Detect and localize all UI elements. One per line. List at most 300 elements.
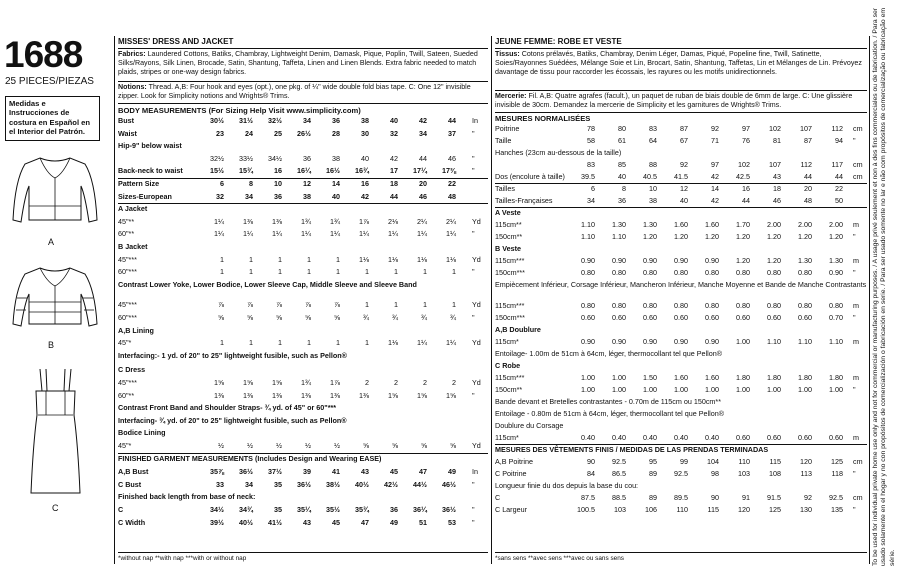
cell-value: 1¼	[359, 229, 369, 239]
cell-value: 0.60	[736, 433, 750, 442]
table-row	[118, 255, 488, 264]
table-row	[495, 445, 867, 454]
cell-value: ½	[218, 441, 224, 450]
cell-value: 35¾	[355, 505, 369, 514]
cell-value: 40	[332, 191, 340, 201]
cell-value: 1⅝	[446, 390, 456, 400]
mercerie-text-fr: Mercerie: Fil. A,B: Quatre agrafes (facult.), un paquet de ruban de biais double de 6mm de large. C: Une glissière invisible de 30cm. Demandez la mercerie de Simplicity et les garnitures de Wrights® Trims.	[495, 92, 853, 110]
view-a-jacket-sketch	[5, 150, 105, 240]
row-label: Waist	[118, 128, 137, 138]
cell-value: 15¾	[239, 166, 253, 176]
unit-label: Yd	[472, 378, 481, 387]
row-label: Entoilage - 0.80m de 51cm à 64cm, léger, thermocollant tel que Pellon®	[495, 409, 725, 418]
cell-value: 1.30	[829, 256, 843, 265]
cell-value: 1.20	[643, 232, 657, 241]
row-label: B Jacket	[118, 242, 148, 251]
cell-value: 99	[680, 457, 688, 466]
pieces-count: 25 PIECES/PIEZAS	[5, 76, 94, 87]
cell-value: 107	[769, 160, 781, 169]
cell-value: 1¼	[446, 229, 456, 239]
cell-value: 1.10	[581, 220, 595, 229]
cell-value: 0.80	[736, 301, 750, 310]
unit-label: "	[853, 136, 856, 145]
cell-value: 40	[390, 116, 398, 125]
table-row	[495, 349, 867, 358]
cell-value: 102	[769, 124, 781, 133]
table-row	[495, 433, 867, 442]
cell-value: 94	[835, 136, 843, 145]
unit-label: "	[853, 469, 856, 478]
cell-value: 1.60	[674, 373, 688, 382]
unit-label: Yd	[472, 300, 481, 310]
row-label: C Robe	[495, 361, 521, 370]
cell-value: 16	[742, 184, 750, 193]
cell-value: 8	[622, 184, 626, 193]
cell-value: ⅝	[276, 313, 282, 322]
title-french: JEUNE FEMME: ROBE ET VESTE	[495, 37, 622, 46]
cell-value: ⅝	[305, 313, 311, 322]
cell-value: 89	[649, 493, 657, 502]
table-row	[118, 300, 488, 309]
row-label: 115cm*	[495, 337, 519, 346]
table-row	[118, 480, 488, 489]
cell-value: 1⅛	[388, 254, 398, 264]
table-row	[495, 457, 867, 466]
cell-value: 38	[649, 196, 657, 205]
cell-value: 1.20	[829, 232, 843, 241]
cell-value: 0.60	[705, 313, 719, 322]
table-row	[118, 204, 488, 213]
row-label: C	[495, 493, 501, 502]
cell-value: 36	[618, 196, 626, 205]
view-b-jacket-sketch	[5, 262, 105, 342]
cell-value: 34	[245, 479, 253, 489]
cell-value: 2	[394, 378, 398, 387]
cell-value: 81	[773, 136, 781, 145]
unit-label: cm	[853, 493, 863, 502]
cell-value: 33½	[239, 153, 253, 163]
cell-value: 44	[390, 191, 398, 201]
cell-value: 85	[618, 160, 626, 169]
table-row	[118, 428, 488, 437]
cell-value: 0.60	[612, 313, 626, 322]
cell-value: 1¼	[417, 338, 427, 348]
cell-value: 46	[773, 196, 781, 205]
row-label: 115cm***	[495, 256, 525, 265]
cell-value: 16	[274, 166, 282, 176]
cell-value: 1.00	[612, 385, 626, 394]
unit-label: In	[472, 467, 478, 477]
unit-label: "	[472, 267, 475, 277]
cell-value: 0.40	[705, 433, 719, 442]
table-row	[118, 166, 488, 175]
cell-value: 1.10	[798, 337, 812, 346]
cell-value: 32½	[210, 153, 224, 163]
cell-value: 0.70	[829, 313, 843, 322]
cell-value: 91.5	[767, 493, 781, 502]
cell-value: 1.10	[612, 232, 626, 241]
unit-label: m	[853, 220, 859, 229]
cell-value: 2.00	[798, 220, 812, 229]
cell-value: 36	[303, 153, 311, 163]
cell-value: 2	[452, 378, 456, 387]
cell-value: 115	[707, 505, 719, 514]
cell-value: 39.5	[581, 172, 595, 181]
row-label: Finished back length from base of neck:	[118, 492, 256, 502]
cell-value: 43	[773, 172, 781, 181]
cell-value: 0.60	[798, 313, 812, 322]
cell-value: 32½	[268, 116, 282, 125]
cell-value: 1¼	[243, 229, 253, 239]
cell-value: ¾	[392, 313, 398, 322]
english-column	[118, 36, 488, 564]
cell-value: ⅝	[363, 441, 369, 450]
cell-value: 1⅝	[388, 390, 398, 400]
row-label: 115cm***	[495, 373, 525, 382]
cell-value: 35½	[326, 505, 340, 514]
cell-value: 0.40	[643, 433, 657, 442]
cell-value: 0.80	[612, 301, 626, 310]
unit-label: "	[472, 128, 475, 138]
unit-label: "	[472, 479, 475, 489]
cell-value: 1.00	[798, 385, 812, 394]
row-label: Sizes-European	[118, 191, 172, 201]
table-row	[495, 160, 867, 169]
footnote-fr: *sans sens **avec sens ***avec ou sans sens	[495, 555, 624, 562]
cell-value: 2	[423, 378, 427, 387]
cell-value: 1.00	[767, 385, 781, 394]
table-row	[495, 172, 867, 181]
table-row	[118, 129, 488, 138]
table-row	[118, 179, 488, 188]
row-label: 60"***	[118, 313, 137, 322]
row-label: Contrast Front Band and Shoulder Straps- ¾ yd. of 45" or 60"***	[118, 403, 337, 413]
cell-value: 0.60	[798, 433, 812, 442]
cell-value: 0.90	[581, 256, 595, 265]
cell-value: 46	[448, 153, 456, 163]
cell-value: 89.5	[674, 493, 688, 502]
cell-value: 25	[274, 128, 282, 138]
row-label: 150cm**	[495, 385, 523, 394]
cell-value: 26½	[297, 128, 311, 138]
table-row	[118, 351, 488, 360]
cell-value: 0.60	[767, 313, 781, 322]
cell-value: 38½	[326, 479, 340, 489]
cell-value: ⅝	[218, 313, 224, 322]
cell-value: 0.90	[705, 256, 719, 265]
cell-value: 34½	[210, 505, 224, 514]
cell-value: 1.20	[767, 256, 781, 265]
cell-value: ¾	[363, 313, 369, 322]
cell-value: 0.80	[581, 301, 595, 310]
cell-value: 87	[804, 136, 812, 145]
unit-label: m	[853, 373, 859, 382]
cell-value: 1.00	[829, 385, 843, 394]
cell-value: 1¾	[301, 216, 311, 226]
cell-value: 8	[249, 179, 253, 188]
cell-value: 10	[649, 184, 657, 193]
cell-value: 1.10	[829, 337, 843, 346]
cell-value: 1⅛	[446, 254, 456, 264]
cell-value: 1.60	[705, 220, 719, 229]
divider-right	[869, 36, 870, 564]
cell-value: 1⅜	[359, 390, 369, 400]
row-label: 45"*	[118, 441, 132, 450]
divider-left	[114, 36, 115, 564]
cell-value: 103	[614, 505, 626, 514]
cell-value: ¾	[421, 313, 427, 322]
cell-value: 32	[216, 191, 224, 201]
cell-value: 1	[423, 300, 427, 310]
cell-value: 98	[711, 469, 719, 478]
cell-value: 49	[448, 467, 456, 477]
table-row	[495, 220, 867, 229]
table-row	[118, 192, 488, 201]
unit-label: "	[472, 505, 475, 514]
cell-value: 125	[831, 457, 843, 466]
cell-value: 32	[390, 128, 398, 138]
cell-value: 40	[680, 196, 688, 205]
cell-value: 15½	[210, 166, 224, 176]
cell-value: 42	[419, 116, 427, 125]
unit-label: In	[472, 116, 478, 125]
cell-value: 1⅛	[417, 254, 427, 264]
cell-value: 1.00	[581, 385, 595, 394]
table-row	[118, 217, 488, 226]
row-label: 150cm***	[495, 313, 525, 322]
cell-value: 42½	[384, 479, 398, 489]
cell-value: 0.60	[643, 313, 657, 322]
row-label: 60"**	[118, 229, 135, 239]
cell-value: 36	[332, 116, 340, 125]
row-label: FINISHED GARMENT MEASUREMENTS (Includes Design and Wearing EASE)	[118, 453, 382, 463]
cell-value: 87.5	[581, 493, 595, 502]
row-label: C Largeur	[495, 505, 527, 514]
table-row	[118, 267, 488, 276]
table-row	[118, 116, 488, 125]
cell-value: 1	[336, 267, 340, 277]
cell-value: 0.90	[674, 337, 688, 346]
cell-value: 1⅜	[243, 216, 253, 226]
cell-value: 17¼	[413, 166, 427, 176]
cell-value: 0.90	[705, 337, 719, 346]
cell-value: 0.80	[612, 268, 626, 277]
tissus-text-fr: Tissus: Cotons prélavés, Batiks, Chambray, Denim Léger, Damas, Piqué, Popeline fine, Twill, Satinette, Soies/Rayonnes Suédées, Mélange Soie et Lin, Brocart, Satin, Shantung, Taffetas, Lin et Mélanges de Lin. Prévoyez davantage de tissu pour raccorder les écossais, les rayures ou les motifs unidirectionnels.	[495, 50, 862, 77]
table-row	[118, 416, 488, 425]
cell-value: 112	[800, 160, 812, 169]
row-label: Bust	[118, 116, 134, 125]
unit-label: Yd	[472, 441, 481, 450]
row-label: A Jacket	[118, 204, 148, 214]
table-row	[495, 232, 867, 241]
unit-label: cm	[853, 160, 863, 169]
cell-value: 64	[649, 136, 657, 145]
row-label: Tailles-Françaises	[495, 196, 553, 205]
notions-text-en: Notions: Thread. A,B: Four hook and eyes (opt.), one pkg. of ¼" wide double fold bias tape. C: One 12" invisible zipper. Look for Simplicity notions and Wrights® Trims.	[118, 83, 471, 101]
cell-value: 0.80	[798, 301, 812, 310]
cell-value: ⅞	[276, 300, 282, 310]
unit-label: "	[472, 229, 475, 239]
unit-label: Yd	[472, 254, 481, 264]
cell-value: 1	[394, 300, 398, 310]
body-measurements-heading: BODY MEASUREMENTS (For Sizing Help Visit www.simplicity.com)	[118, 106, 361, 115]
table-row	[495, 244, 867, 253]
row-label: Pattern Size	[118, 179, 160, 188]
row-label: 60"**	[118, 390, 135, 400]
cell-value: 110	[676, 505, 688, 514]
cell-value: 1	[220, 254, 224, 264]
cell-value: 16¾	[355, 166, 369, 176]
cell-value: 17	[390, 166, 398, 176]
cell-value: 1⅜	[330, 390, 340, 400]
cell-value: 1.10	[581, 232, 595, 241]
cell-value: 1.10	[767, 337, 781, 346]
cell-value: 108	[769, 469, 781, 478]
cell-value: 34	[303, 116, 311, 125]
cell-value: 1.00	[736, 385, 750, 394]
cell-value: 1.80	[767, 373, 781, 382]
table-row	[118, 154, 488, 163]
cell-value: 1	[278, 267, 282, 277]
table-row	[495, 184, 867, 193]
unit-label: "	[472, 166, 475, 176]
cell-value: 0.40	[612, 433, 626, 442]
cell-value: 0.60	[581, 313, 595, 322]
cell-value: 36¼	[413, 505, 427, 514]
cell-value: 34	[419, 128, 427, 138]
unit-label: "	[853, 232, 856, 241]
row-label: Back-neck to waist	[118, 166, 183, 176]
cell-value: 34½	[268, 153, 282, 163]
cell-value: 34¾	[239, 505, 253, 514]
cell-value: 45	[332, 517, 340, 527]
unit-label: "	[472, 390, 475, 400]
cell-value: 1	[336, 338, 340, 348]
table-row	[495, 361, 867, 370]
view-label-b: B	[48, 340, 55, 350]
cell-value: 1	[307, 338, 311, 348]
table-row	[495, 208, 867, 217]
cell-value: 92	[680, 160, 688, 169]
cell-value: 1.60	[674, 220, 688, 229]
cell-value: 38	[332, 153, 340, 163]
table-row	[495, 481, 867, 490]
cell-value: 42.5	[736, 172, 750, 181]
row-label: A,B Doublure	[495, 325, 541, 334]
cell-value: 1⅜	[272, 390, 282, 400]
cell-value: 1.80	[798, 373, 812, 382]
cell-value: 92	[711, 124, 719, 133]
cell-value: 1¼	[388, 229, 398, 239]
cell-value: 88	[649, 160, 657, 169]
cell-value: ½	[276, 441, 282, 450]
cell-value: ⅝	[450, 441, 456, 450]
cell-value: 106	[645, 505, 657, 514]
cell-value: 12	[303, 179, 311, 188]
cell-value: 1	[249, 254, 253, 264]
cell-value: 118	[831, 469, 843, 478]
cell-value: 0.90	[829, 268, 843, 277]
cell-value: 1.00	[736, 337, 750, 346]
row-label: C Width	[118, 517, 146, 527]
cell-value: 46	[419, 191, 427, 201]
cell-value: 20	[804, 184, 812, 193]
cell-value: 40½	[239, 517, 253, 527]
cell-value: 0.40	[674, 433, 688, 442]
cell-value: 58	[587, 136, 595, 145]
cell-value: 0.80	[581, 268, 595, 277]
cell-value: 104	[707, 457, 719, 466]
cell-value: 40½	[355, 479, 369, 489]
cell-value: 0.80	[674, 268, 688, 277]
cell-value: 40	[618, 172, 626, 181]
unit-label: m	[853, 301, 859, 310]
cell-value: 30½	[210, 116, 224, 125]
cell-value: 44½	[413, 479, 427, 489]
row-label: Empiècement Inférieur, Corsage Inférieur, Mancheron Inférieur, Manche Moyenne et Bande de Manche Contrastants	[495, 280, 867, 289]
cell-value: ⅝	[421, 441, 427, 450]
row-label: A,B Poitrine	[495, 457, 533, 466]
cell-value: 1	[249, 267, 253, 277]
cell-value: 0.60	[736, 313, 750, 322]
cell-value: 18	[390, 179, 398, 188]
row-label: 45"**	[118, 216, 135, 226]
cell-value: 42	[711, 172, 719, 181]
cell-value: 46½	[442, 479, 456, 489]
cell-value: 41½	[268, 517, 282, 527]
table-row	[495, 148, 867, 157]
row-label: 45"***	[118, 378, 137, 387]
cell-value: 44	[419, 153, 427, 163]
row-label: 115cm*	[495, 433, 519, 442]
cell-value: 16¼	[297, 166, 311, 176]
cell-value: 1¼	[214, 216, 224, 226]
cell-value: 1⅞	[330, 378, 340, 387]
unit-label: Yd	[472, 216, 481, 226]
cell-value: 0.80	[736, 268, 750, 277]
french-column	[495, 36, 867, 564]
cell-value: 42	[361, 191, 369, 201]
table-row	[495, 385, 867, 394]
cell-value: 2⅛	[388, 216, 398, 226]
unit-label: cm	[853, 124, 863, 133]
cell-value: 100.5	[577, 505, 595, 514]
cell-value: 31½	[239, 116, 253, 125]
row-label: 115cm***	[495, 301, 525, 310]
divider-middle	[491, 36, 492, 564]
cell-value: 102	[738, 160, 750, 169]
table-row	[495, 256, 867, 265]
table-row	[118, 229, 488, 238]
cell-value: 1	[365, 338, 369, 348]
cell-value: 125	[769, 505, 781, 514]
row-label: C Dress	[118, 365, 146, 375]
fabrics-text-en: Fabrics: Laundered Cottons, Batiks, Chambray, Lightweight Denim, Damask, Pique, Poplin, Twill, Sateen, Sueded Silks/Rayons, Silk Linen, Brocade, Satin, Shantung, Taffeta, Linen and Linen Blends. Extra fabric needed to match plaids, stripes or one-way design fabrics.	[118, 50, 478, 77]
cell-value: 0.90	[643, 256, 657, 265]
cell-value: 120	[738, 505, 750, 514]
cell-value: 0.80	[674, 301, 688, 310]
cell-value: 115	[769, 457, 781, 466]
cell-value: 44	[835, 172, 843, 181]
cell-value: 2	[365, 378, 369, 387]
unit-label: cm	[853, 457, 863, 466]
cell-value: ½	[247, 441, 253, 450]
cell-value: 0.80	[798, 268, 812, 277]
cell-value: 1.70	[736, 220, 750, 229]
table-row	[118, 403, 488, 412]
table-row	[118, 454, 488, 463]
cell-value: 1	[220, 338, 224, 348]
